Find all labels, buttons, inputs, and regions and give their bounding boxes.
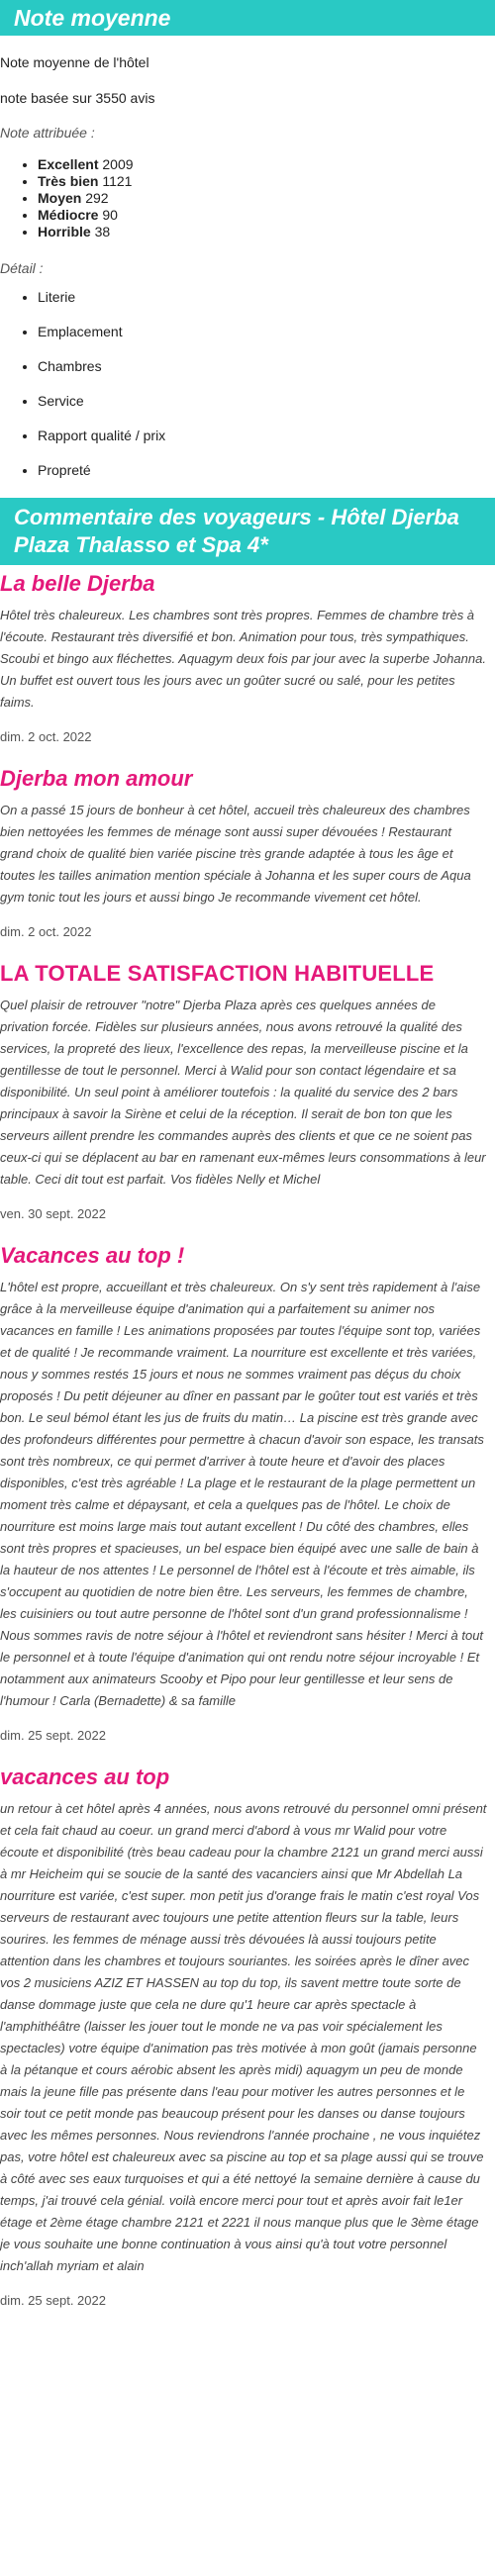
hotel-rating-label: Note moyenne de l'hôtel (0, 54, 149, 70)
detail-proprete: • Propreté (38, 453, 495, 488)
review-date: dim. 2 oct. 2022 (0, 924, 92, 939)
review-date: ven. 30 sept. 2022 (0, 1206, 106, 1221)
review-date: dim. 25 sept. 2022 (0, 1728, 106, 1743)
detail-rapport-qualite-prix: • Rapport qualité / prix (38, 419, 495, 453)
count-horrible: • Horrible 38 (38, 224, 495, 240)
detail-service: • Service (38, 384, 495, 419)
detail-chambres: • Chambres (38, 349, 495, 384)
review-date: dim. 25 sept. 2022 (0, 2293, 106, 2308)
review-title: La belle Djerba (0, 571, 155, 596)
review-title: vacances au top (0, 1765, 170, 1789)
detail-emplacement: • Emplacement (38, 315, 495, 349)
rating-basis: note basée sur 3550 avis (0, 90, 155, 106)
review-title: Djerba mon amour (0, 766, 193, 791)
count-excellent: • Excellent 2009 (38, 156, 495, 173)
review-3 (0, 959, 487, 1221)
review-text: Hôtel très chaleureux. Les chambres sont très propres. Femmes de chambre très à l'écoute. Restaurant très diversifié et bon. Animation pour tous, très sympathiques. Scoubi et bingo aux fléchettes. Aquagym deux fois par jour avec la superbe Johanna. Un buffet est ouvert tous les jours avec un goûter sucré ou salé, pour les petites faims. (0, 608, 486, 710)
count-tres-bien: • Très bien 1121 (38, 173, 495, 190)
rating-counts (0, 156, 495, 240)
comments-header: Commentaire des voyageurs - Hôtel Djerba Plaza Thalasso et Spa 4* (0, 498, 495, 565)
attributed-label: Note attribuée : (0, 125, 95, 141)
review-text: Quel plaisir de retrouver "notre" Djerba Plaza après ces quelques années de privation forcée. Fidèles sur plusieurs années, nous avons retrouvé la qualité des services, la propreté des lieux, l'excellence des repas, la merveilleuse piscine et la gentillesse de tout le personnel. Merci à Walid pour son contact légendaire et sa disponibilité. Un seul point à améliorer toutefois : la qualité du service des 2 bars principaux à savoir la Sirène et celui de la réception. Il serait de bon ton que les serveurs aillent prendre les commandes auprès des clients et que ce ne soient pas ceux-ci qui se déplacent au bar en ramenant eux-mêmes leurs consommations à leur table. Ceci dit tout est parfait. Vos fidèles Nelly et Michel (0, 998, 486, 1187)
detail-literie: • Literie (38, 280, 495, 315)
review-text: On a passé 15 jours de bonheur à cet hôtel, accueil très chaleureux des chambres bien nettoyées les femmes de ménage sont aussi super dévouées ! Restaurant grand choix de qualité bien variée piscine très grande adaptée à tous les âge et toutes les tailles animation mention spéciale à Johanna et les super cours de Aqua gym tonic tout les jours et aussi bingo Je recommande vivement cet hôtel. (0, 803, 471, 905)
count-moyen: • Moyen 292 (38, 190, 495, 207)
review-4 (0, 1241, 487, 1743)
rating-details (0, 280, 495, 488)
review-5 (0, 1763, 487, 2308)
note-header: Note moyenne (0, 0, 495, 36)
count-mediocre: • Médiocre 90 (38, 207, 495, 224)
review-2 (0, 764, 487, 939)
review-title: LA TOTALE SATISFACTION HABITUELLE (0, 961, 435, 986)
review-title: Vacances au top ! (0, 1243, 185, 1268)
review-date: dim. 2 oct. 2022 (0, 729, 92, 744)
detail-label: Détail : (0, 260, 44, 276)
review-1 (0, 569, 487, 744)
review-text: un retour à cet hôtel après 4 années, nous avons retrouvé du personnel omni présent et cela fait chaud au coeur. un grand merci d'abord à vous mr Walid pour votre écoute et disponibilité (très beau cadeau pour la chambre 2121 un grand merci aussi à mr Heicheim qui se soucie de la santé des vacanciers ainsi que Mr Abdellah La nourriture est variée, c'est super. mon petit jus d'orange frais le matin c'est royal Vos serveurs de restaurant avec toujours une petite attention fleurs sur la table, leurs sourires. les femmes de ménage aussi très dévouées là aussi toujours petite attention dans les chambres et toujours souriantes. les soirées après le dîner avec vos 2 musiciens AZIZ ET HASSEN au top du top, ils savent mettre toute sorte de danse dommage juste que cela ne dure qu'1 heure car après spectacle à l'amphithéâtre (laisser les jouer tout le monde ne va pas voir spécialement les spectacles) votre équipe d'animation pas très motivée à mon goût (jamais personne à la pétanque et cours aérobic absent les après midi) aquagym un peu de monde mais la jeune fille pas présente dans l'eau pour motiver les autres personnes et le soir tout ce petit monde pas beaucoup présent pour les danses ou danse toujours avec les mêmes personnes. Nous reviendrons l'année prochaine , ne vous inquiétez pas, votre hôtel est chaleureux avec sa piscine au top et sa plage aussi qui se trouve à côté avec ses eaux turquoises et qui a été nettoyé la semaine dernière à cause du temps, j'ai trouvé cela génial. voilà encore merci pour tout et après avoir fait le1er étage et 2ème étage chambre 2121 et 2221 il nous manque plus que le 3ème étage je vous souhaite une bonne continuation à vous ainsi qu'à tout votre personnel inch'allah myriam et alain (0, 1801, 487, 2273)
review-text: L'hôtel est propre, accueillant et très chaleureux. On s'y sent très rapidement à l'aise grâce à la merveilleuse équipe d'animation qui a parfaitement su animer nos vacances en famille ! Les animations proposées par toutes l'équipe sont top, variées et de qualité ! Je recommande vraiment. La nourriture est excellente et très variées, nous y sommes restés 15 jours et nous ne sommes vraiment pas déçus du choix proposés ! Du petit déjeuner au dîner en passant par le goûter tout est variés et très bon. Le seul bémol étant les jus de fruits du matin… La piscine est très grande avec des profondeurs différentes pour permettre à chacun d'avoir son espace, les transats sont très nombreux, ce qui permet d'arriver à toute heure et d'avoir des places disponibles, c'est très agréable ! La plage et le restaurant de la plage permettent un moment très calme et dépaysant, et cela a quelques pas de l'hôtel. Le choix de nourriture est moins large mais tout autant excellent ! Du côté des chambres, elles sont très propres et spacieuses, un bel espace bien équipé avec une salle de bain à la hauteur de nos attentes ! Le personnel de l'hôtel est à l'écoute et très aimable, ils s'occupent au quotidien de notre bien être. Les serveurs, les femmes de chambre, les cuisiniers ou tout autre personne de l'hôtel sont d'un grand professionnalisme ! Nous sommes ravis de notre séjour à l'hôtel et reviendront sans hésiter ! Merci à tout le personnel et à toute l'équipe d'animation qui ont rendu notre séjour incroyable ! Et notamment aux animateurs Scooby et Pipo pour leur gentillesse et leur sens de l'humour ! Carla (Bernadette) & sa famille (0, 1280, 484, 1708)
